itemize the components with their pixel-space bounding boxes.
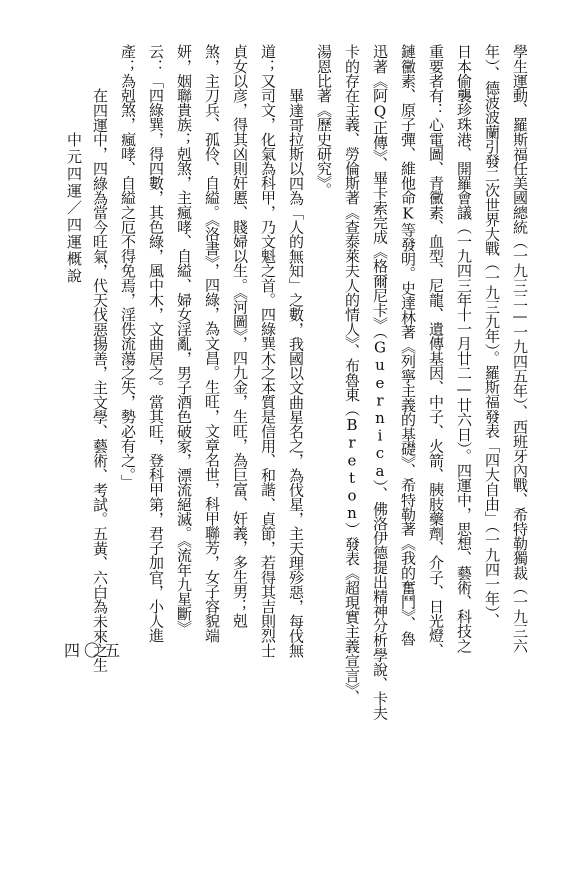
paragraph-start-line: 在四運中，四綠為當今旺氣，代天伐惡揚善，主文學、藝術、考試。五黃、六白為未來之生 bbox=[91, 88, 109, 673]
text-line: 日本偷襲珍珠港、開羅會議（一九四三年十一月廿二—廿六日）。四運中，思想、藝術、科技之 bbox=[455, 44, 473, 653]
text-line: 迅著《阿Q正傳》、畢卡索完成《格爾尼卡》（Guernica）、佛洛伊德提出精神分析學說、卡夫 bbox=[371, 44, 389, 721]
paragraph-start-line: 畢達哥拉斯以四為「人的無知」之數，我國以文曲星名之，為伐星，主天理殄惡，每伐無 bbox=[287, 88, 305, 658]
text-line: 鏈黴素、原子彈、維他命K等發明。史達林著《列寧主義的基礎》、希特勒著《我的奮鬥》、魯 bbox=[399, 44, 417, 646]
text-line: 湯恩比著《歷史研究》。 bbox=[315, 44, 333, 198]
text-line: 道；又司文，化氣為科甲，乃文魁之首。四綠巽木之本質是信用、和諧、貞節，若得其吉則烈士 bbox=[259, 44, 277, 658]
running-header: 中元四運／四運概說 bbox=[65, 132, 83, 285]
text-line: 云：「四綠巽，得四數，其色綠，風中木，文曲居之。當其旺，登科甲第，君子加官，小人進 bbox=[147, 44, 165, 643]
text-line: 年）、德波波蘭引發二次世界大戰（一九三九年）。羅斯福發表「四大自由」（一九四一年）、 bbox=[483, 44, 501, 628]
text-line: 貞女以彦，得其凶則奸慝、賤婦以生。《河圖》，四九金，生旺，為巨富、奸義，多生男；剋 bbox=[231, 44, 249, 628]
text-line: 重要者有：心電圖、青黴素、血型、尼龍、遺傳基因、中子、火箭、胰肢藥劑、介子、日光燈、 bbox=[427, 44, 445, 658]
text-line: 煞，主刀兵、孤伶、自縊。《洛書》，四綠，為文昌。生旺，文章名世，科甲聯芳，女子容貌端 bbox=[203, 44, 221, 643]
text-line: 學生運動、羅斯福任美國總統（一九三二—一九四五年）、西班牙內戰、希特勒獨裁（一九三六 bbox=[511, 44, 529, 653]
text-line: 產；為剋煞，瘋哮、自縊之厄不得免焉，淫佚流蕩之失，勢必有之。」 bbox=[119, 44, 137, 490]
page-number: 四〇五 bbox=[64, 641, 125, 660]
text-line: 妍，姻聯貴族；剋煞，主瘋哮、自縊、婦女淫亂，男子酒色破家，漂流絕滅。《流年九星斷》 bbox=[175, 44, 193, 636]
text-line: 卡的存在主義、勞倫斯著《查泰萊夫人的情人》、布魯東（Breton）發表《超現實主義宣言》、 bbox=[343, 44, 361, 705]
